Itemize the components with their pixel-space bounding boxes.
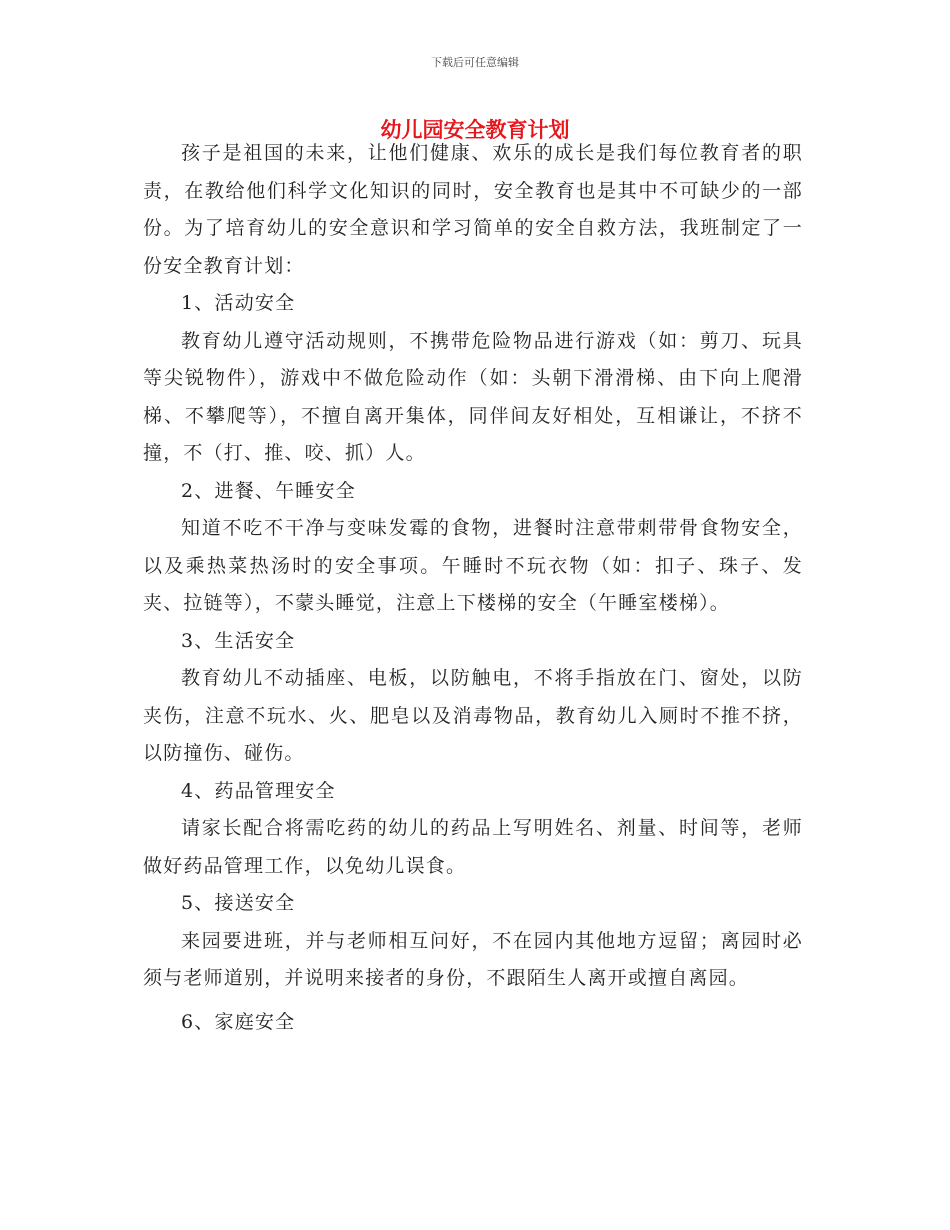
section-body-4: 请家长配合将需吃药的幼儿的药品上写明姓名、剂量、时间等，老师做好药品管理工作，以免幼儿误食。 (143, 817, 803, 877)
section-body-2: 知道不吃不干净与变味发霉的食物，进餐时注意带刺带骨食物安全，以及乘热菜热汤时的安全事项。午睡时不玩衣物（如：扣子、珠子、发夹、拉链等），不蒙头睡觉，注意上下楼梯的安全（午睡室楼梯）。 (143, 517, 803, 614)
document-body (143, 135, 803, 1041)
section-heading-1: 1、活动安全 (181, 292, 296, 314)
document-title: 幼儿园安全教育计划 (380, 118, 570, 142)
section-heading-4: 4、药品管理安全 (181, 779, 336, 802)
section-heading-2: 2、进餐、午睡安全 (181, 479, 356, 502)
section-heading-3: 3、生活安全 (181, 629, 296, 652)
section-heading-6: 6、家庭安全 (181, 1010, 296, 1033)
page-header: 下载后可任意编辑 (431, 56, 519, 69)
section-heading-5: 5、接送安全 (181, 892, 296, 914)
section-body-3: 教育幼儿不动插座、电板，以防触电，不将手指放在门、窗处，以防夹伤，注意不玩水、火、肥皂以及消毒物品，教育幼儿入厕时不推不挤，以防撞伤、碰伤。 (143, 667, 803, 764)
section-body-1: 教育幼儿遵守活动规则，不携带危险物品进行游戏（如：剪刀、玩具等尖锐物件），游戏中不做危险动作（如：头朝下滑滑梯、由下向上爬滑梯、不攀爬等），不擅自离开集体，同伴间友好相处，互相谦让，不挤不撞，不（打、推、咬、抓）人。 (143, 329, 803, 464)
intro-paragraph: 孩子是祖国的未来，让他们健康、欢乐的成长是我们每位教育者的职责，在教给他们科学文化知识的同时，安全教育也是其中不可缺少的一部份。为了培育幼儿的安全意识和学习简单的安全自救方法，我班制定了一份安全教育计划： (143, 142, 803, 277)
section-body-5: 来园要进班，并与老师相互问好，不在园内其他地方逗留；离园时必须与老师道别，并说明来接者的身份，不跟陌生人离开或擅自离园。 (143, 929, 803, 989)
